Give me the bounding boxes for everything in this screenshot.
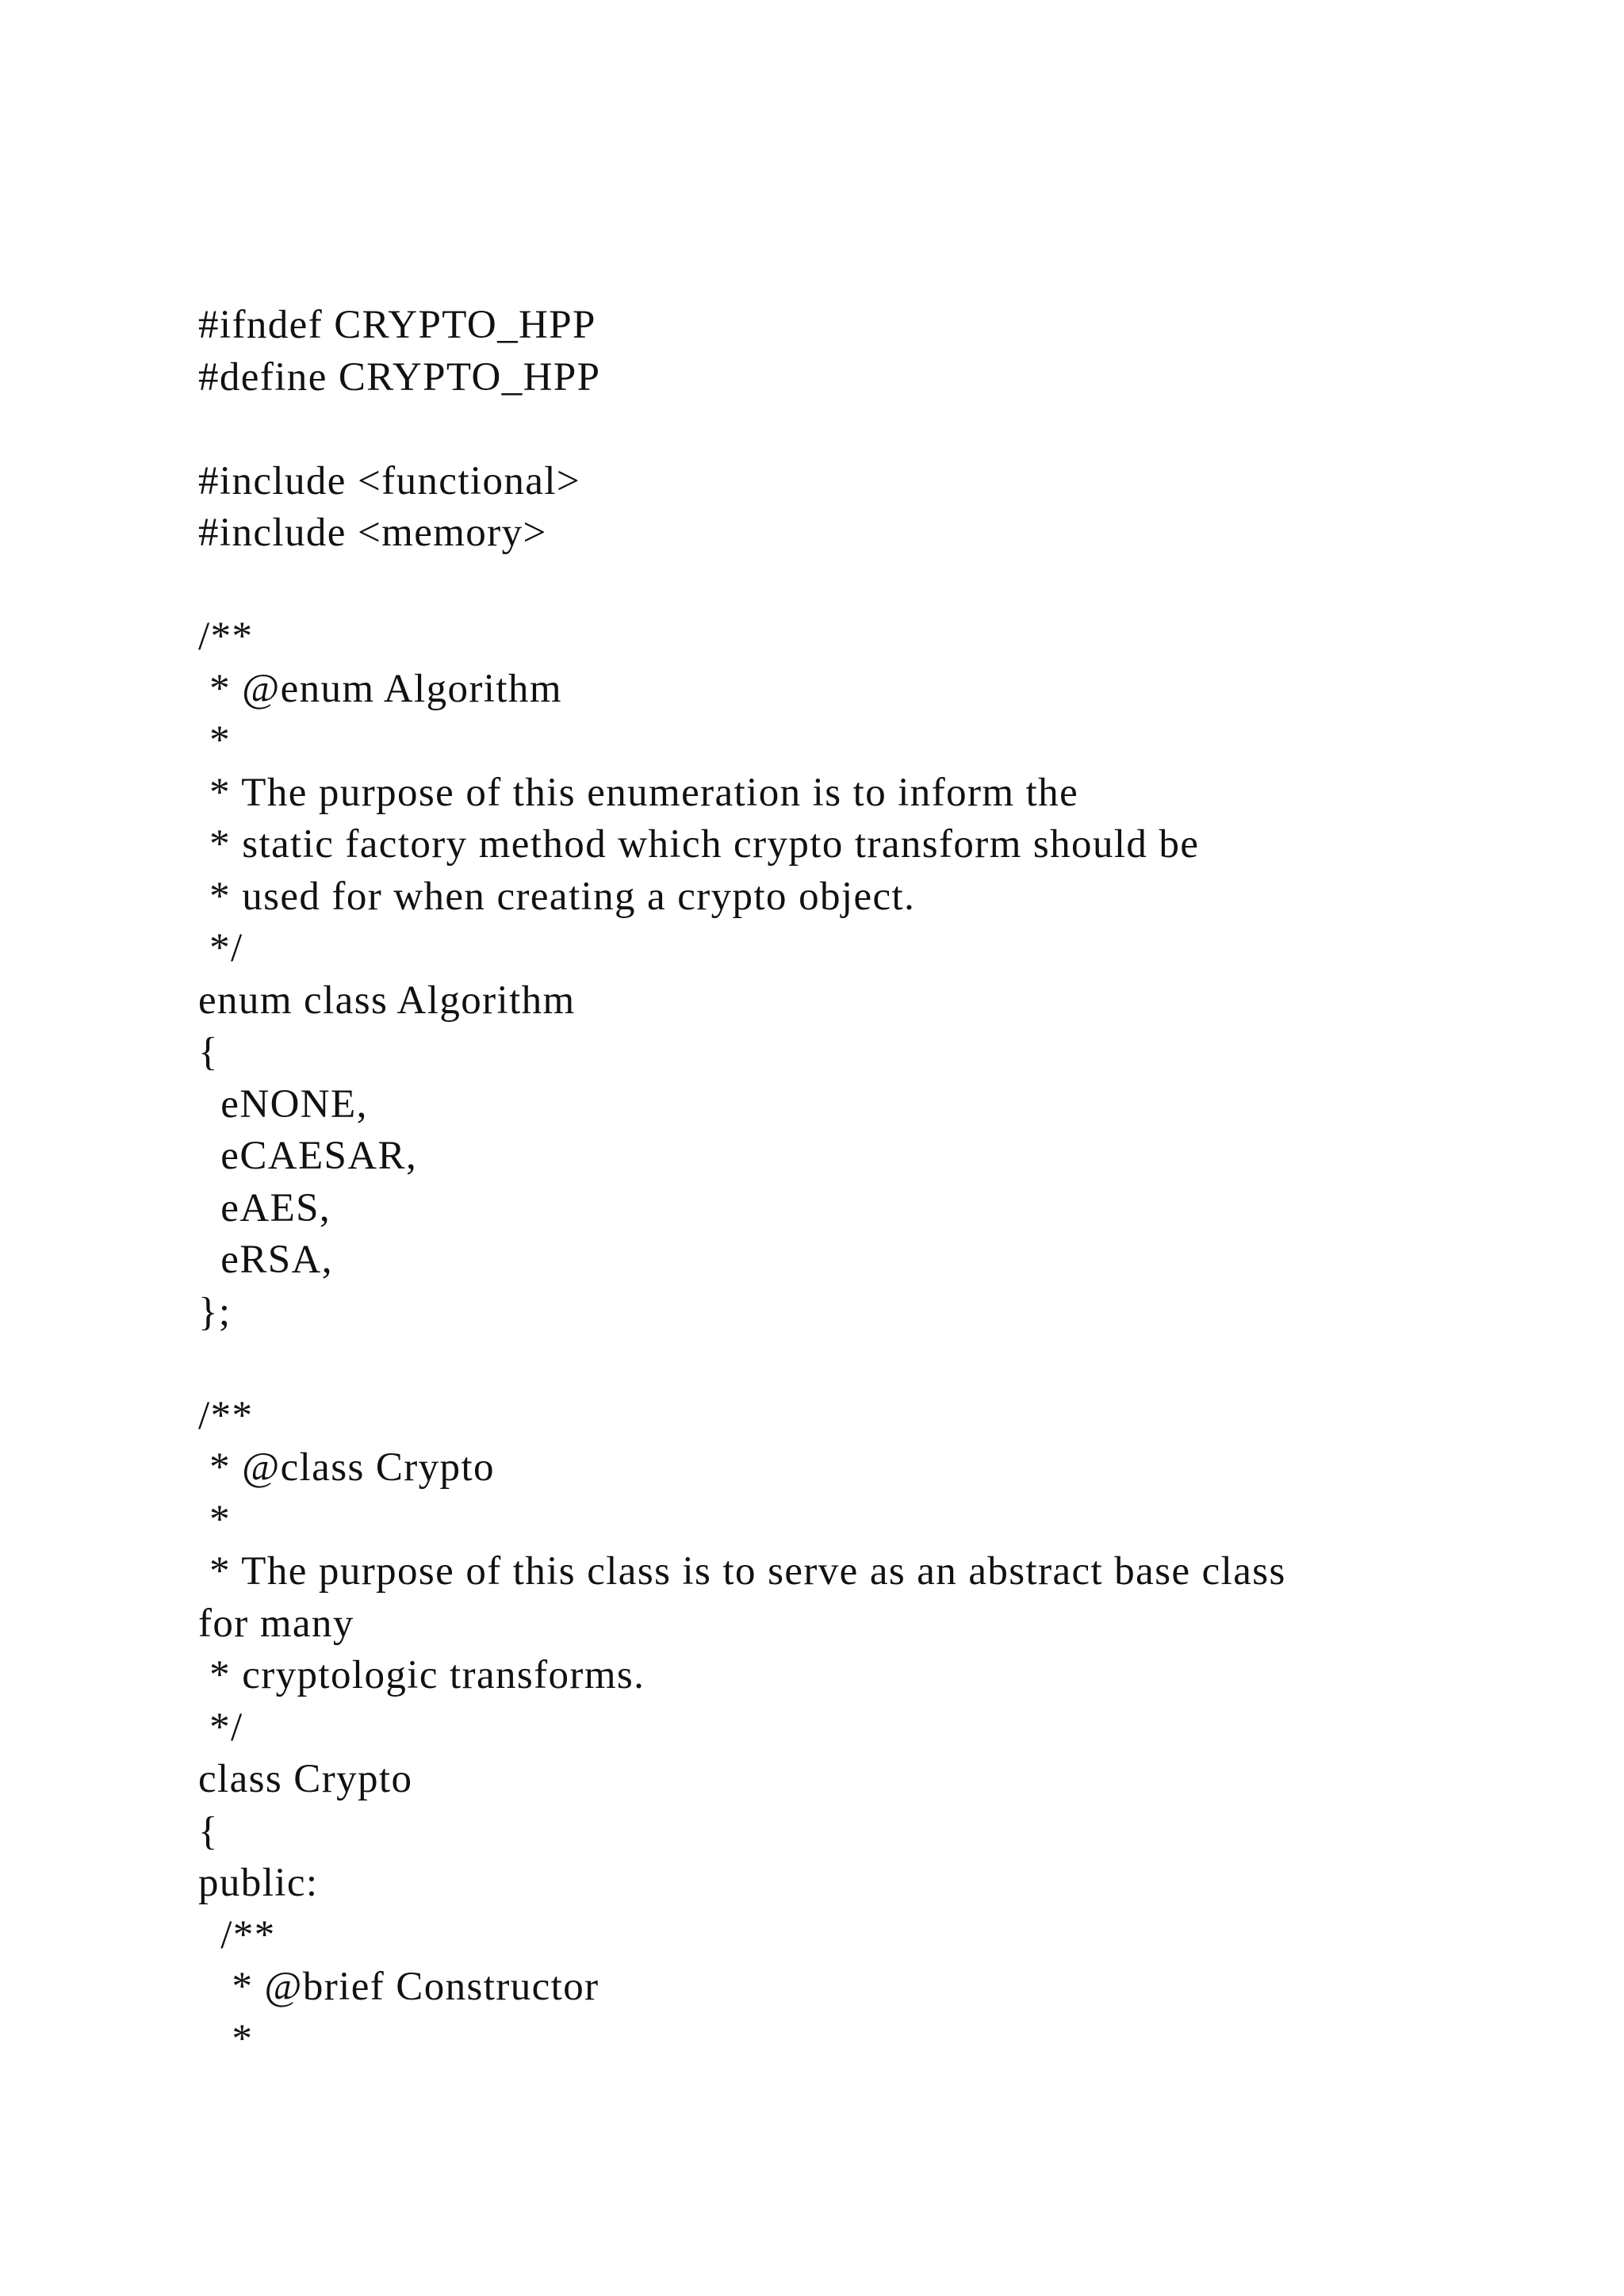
code-line: class Crypto — [198, 1757, 413, 1801]
code-line: }; — [198, 1289, 232, 1334]
code-line: /** — [198, 1393, 254, 1438]
code-line: * static factory method which crypto transform should be — [198, 822, 1200, 867]
code-line — [198, 404, 1546, 456]
code-line — [198, 560, 1546, 612]
code-line: * used for when creating a crypto object. — [198, 874, 916, 919]
code-line: * The purpose of this enumeration is to inform the — [198, 770, 1079, 815]
code-line: */ — [198, 1705, 243, 1750]
code-line — [198, 1338, 1546, 1391]
code-line: eRSA, — [198, 1238, 333, 1282]
code-line: { — [198, 1030, 219, 1074]
code-line: * @enum Algorithm — [198, 666, 562, 711]
code-line: eAES, — [198, 1185, 331, 1230]
code-line: eNONE, — [198, 1081, 368, 1127]
code-line: #include <functional> — [198, 458, 581, 503]
code-line: /** — [198, 614, 254, 659]
code-line: * @brief Constructor — [198, 1965, 599, 2009]
code-line: * cryptologic transforms. — [198, 1653, 645, 1697]
code-line: eCAESAR, — [198, 1134, 418, 1178]
code-line: public: — [198, 1861, 319, 1905]
code-line: for many — [198, 1601, 354, 1646]
code-line: * The purpose of this class is to serve as an abstract base class — [198, 1549, 1286, 1594]
code-line: #include <memory> — [198, 511, 547, 555]
code-line: */ — [198, 926, 243, 970]
code-line: * — [198, 718, 232, 763]
code-line: * — [198, 2016, 254, 2061]
code-line: /** — [198, 1912, 276, 1957]
code-line: * @class Crypto — [198, 1445, 495, 1490]
code-line: enum class Algorithm — [198, 978, 576, 1023]
code-listing — [198, 300, 1546, 2065]
code-line: #define CRYPTO_HPP — [198, 354, 601, 400]
code-line: #ifndef CRYPTO_HPP — [198, 303, 596, 347]
code-line: { — [198, 1808, 219, 1854]
code-line: * — [198, 1497, 232, 1542]
